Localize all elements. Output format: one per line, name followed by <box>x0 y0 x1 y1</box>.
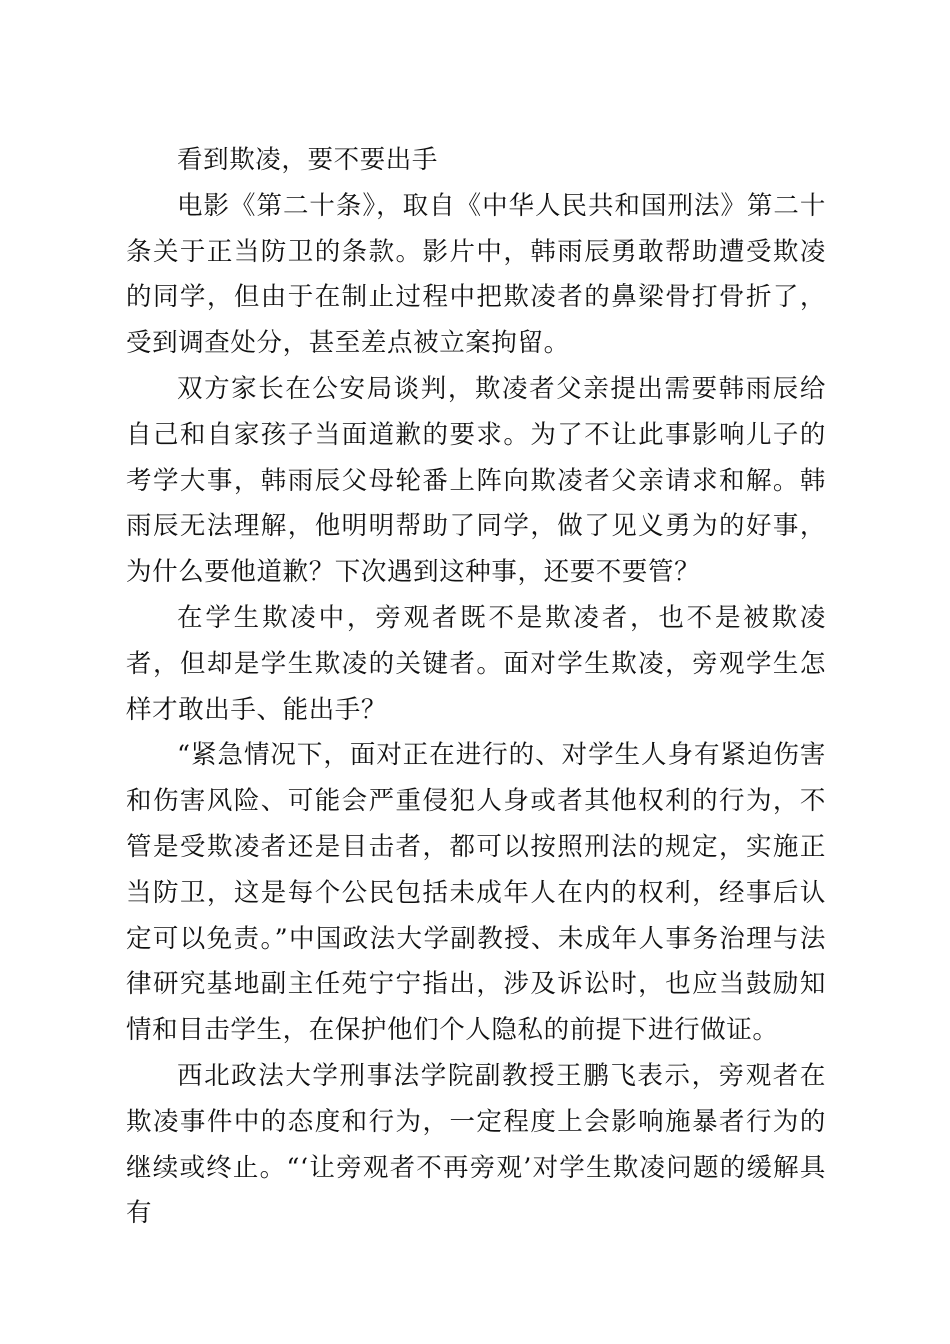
paragraph-2: 双方家长在公安局谈判，欺凌者父亲提出需要韩雨辰给自己和自家孩子当面道歉的要求。为了不让此事影响儿子的考学大事，韩雨辰父母轮番上阵向欺凌者父亲请求和解。韩雨辰无法理解，他明明帮助了同学，做了见义勇为的好事，为什么要他道歉？下次遇到这种事，还要不要管？ <box>126 373 826 588</box>
paragraph-5: 西北政法大学刑事法学院副教授王鹏飞表示，旁观者在欺凌事件中的态度和行为，一定程度上会影响施暴者行为的继续或终止。“‘让旁观者不再旁观’对学生欺凌问题的缓解具有 <box>126 1060 826 1229</box>
paragraph-4: “紧急情况下，面对正在进行的、对学生人身有紧迫伤害和伤害风险、可能会严重侵犯人身或者其他权利的行为，不管是受欺凌者还是目击者，都可以按照刑法的规定，实施正当防卫，这是每个公民包括未成年人在内的权利，经事后认定可以免责。”中国政法大学副教授、未成年人事务治理与法律研究基地副主任苑宁宁指出，涉及诉讼时，也应当鼓励知情和目击学生，在保护他们个人隐私的前提下进行做证。 <box>126 740 826 1046</box>
paragraph-1: 电影《第二十条》，取自《中华人民共和国刑法》第二十条关于正当防卫的条款。影片中，韩雨辰勇敢帮助遭受欺凌的同学，但由于在制止过程中把欺凌者的鼻梁骨打骨折了，受到调查处分，甚至差点被立案拘留。 <box>126 190 826 359</box>
paragraph-3: 在学生欺凌中，旁观者既不是欺凌者，也不是被欺凌者，但却是学生欺凌的关键者。面对学生欺凌，旁观学生怎样才敢出手、能出手？ <box>126 602 826 725</box>
document-title: 看到欺凌，要不要出手 <box>177 145 439 175</box>
document-page <box>126 138 826 1237</box>
